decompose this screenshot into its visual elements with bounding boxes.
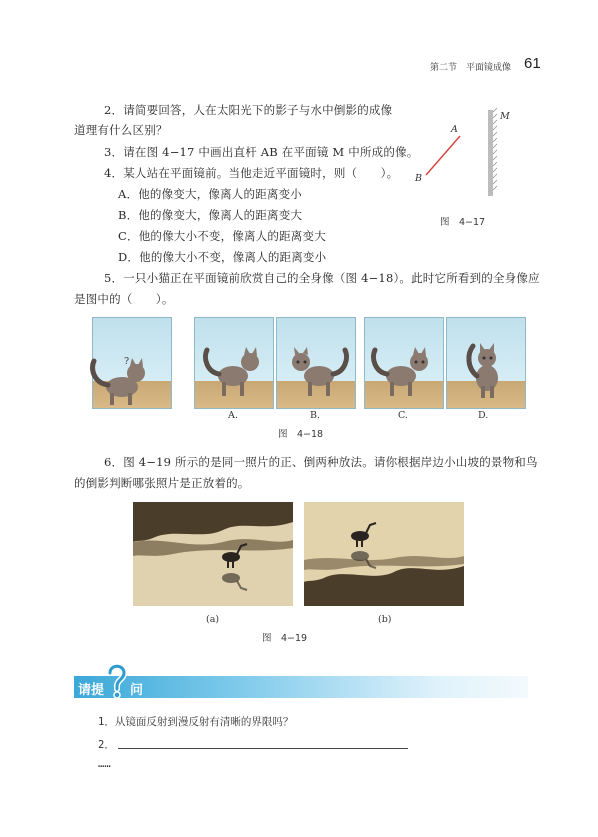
plane-mirror (488, 110, 493, 196)
option-c-label: C. (398, 410, 408, 421)
question-4-option-a: A．他的像变大，像离人的距离变小 (118, 187, 303, 201)
question-6-line1: 6．图 4−19 所示的是同一照片的正、倒两种放法。请你根据岸边小山坡的景物和鸟 (104, 455, 538, 469)
rod-ab (426, 136, 460, 175)
option-a-image (194, 317, 274, 409)
chapter-header: 第二节 平面镜成像 (430, 63, 512, 73)
label-b: B (415, 173, 422, 184)
ask-title-left: 请提 (78, 683, 105, 698)
cat-original (84, 355, 154, 410)
figure-4-19-caption: 图 4−19 (262, 633, 308, 644)
answer-blank-line (118, 748, 408, 749)
question-mark: ? (124, 356, 130, 367)
option-b-label: B. (310, 410, 321, 421)
page-number: 61 (524, 55, 541, 72)
question-6-line2: 的倒影判断哪张照片是正放着的。 (74, 476, 250, 490)
option-a-label: A. (228, 410, 238, 421)
photo-b (304, 502, 464, 606)
figure-4-17-caption: 图 4−17 (440, 217, 486, 228)
question-2-line2: 道理有什么区别？ (74, 123, 168, 137)
question-4-option-b: B．他的像变大，像离人的距离变大 (118, 208, 303, 222)
question-2-line1: 2．请简要回答，人在太阳光下的影子与水中倒影的成像 (104, 103, 393, 117)
question-5-line1: 5．一只小猫正在平面镜前欣赏自己的全身像（图 4−18）。此时它所看到的全身像应 (104, 271, 540, 285)
figure-4-18-caption: 图 4−18 (278, 429, 324, 440)
mirror-hatching (493, 108, 497, 190)
ask-title-right: 问 (130, 683, 144, 698)
question-4-option-d: D．他的像大小不变，像离人的距离变小 (118, 250, 327, 264)
ask-item-1: 1．从镜面反射到漫反射有清晰的界限吗？ (98, 716, 294, 728)
option-d-label: D. (478, 410, 489, 421)
photo-a-label: (a) (206, 614, 220, 625)
question-5-line2: 是图中的（ ）。 (74, 292, 174, 306)
question-mark-icon (104, 660, 130, 700)
option-c-image (364, 317, 444, 409)
label-m: M (500, 111, 510, 122)
question-4: 4．某人站在平面镜前。当他走近平面镜时，则（ ）。 (104, 166, 399, 180)
photo-a (133, 502, 293, 606)
ask-item-2: 2． (98, 739, 115, 751)
question-4-option-c: C．他的像大小不变，像离人的距离变大 (118, 229, 326, 243)
option-d-image (446, 317, 526, 409)
ask-ellipsis: …… (98, 758, 111, 770)
photo-b-label: (b) (378, 614, 392, 625)
option-b-image (276, 317, 356, 409)
question-3: 3．请在图 4−17 中画出直杆 AB 在平面镜 M 中所成的像。 (104, 145, 419, 159)
label-a: A (451, 124, 458, 135)
